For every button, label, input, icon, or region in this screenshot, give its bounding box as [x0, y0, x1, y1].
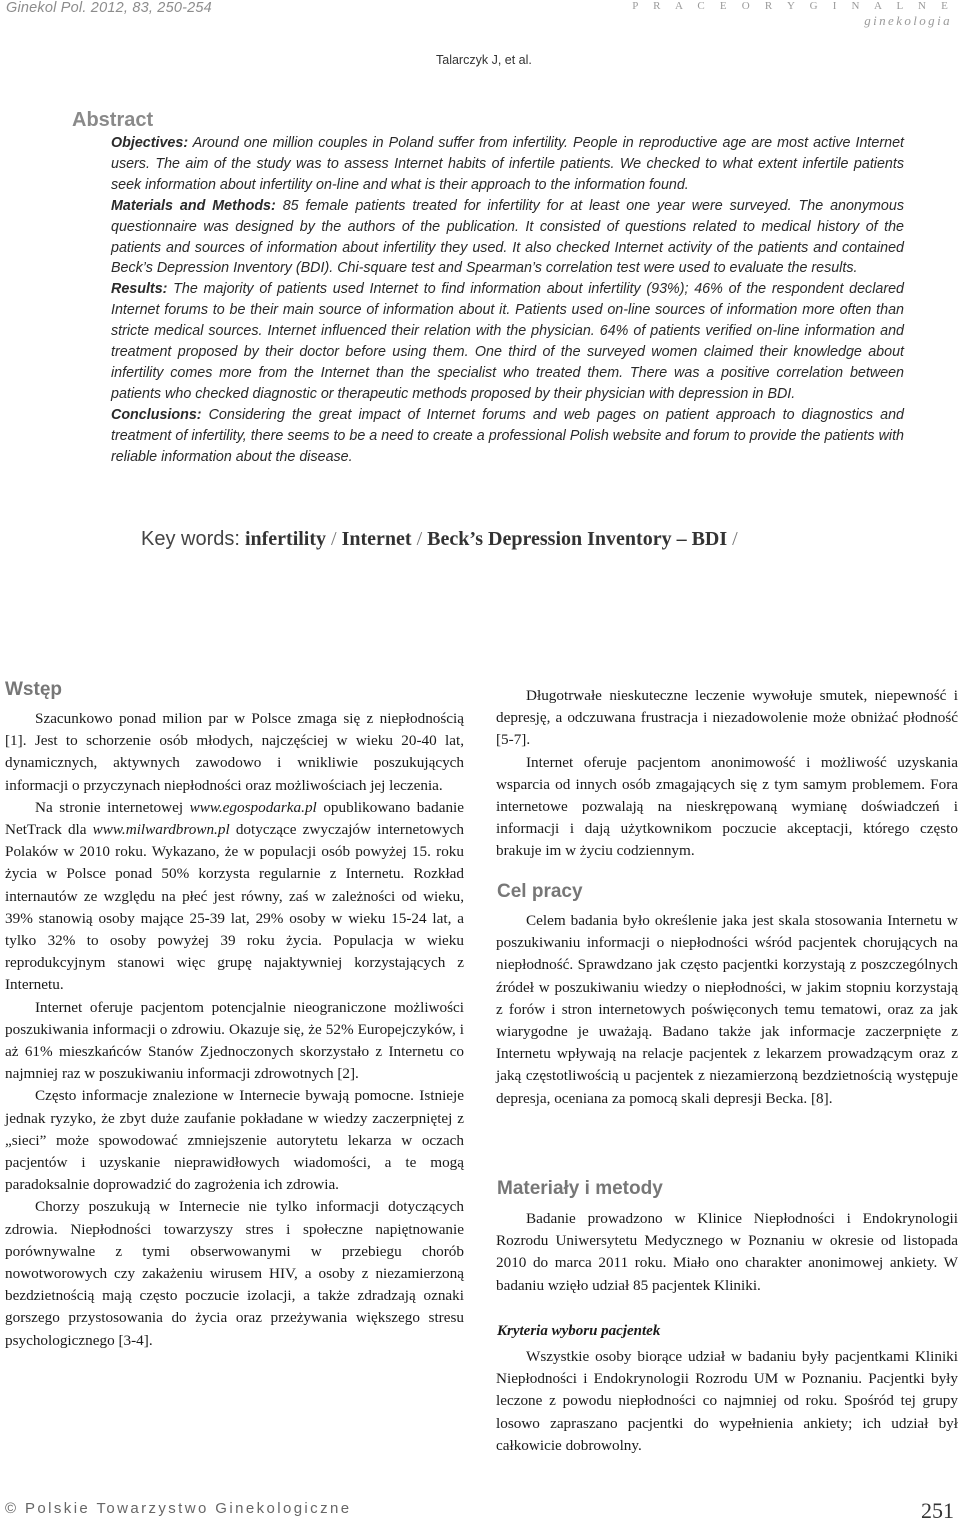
methods-label: Materials and Methods: [111, 197, 276, 214]
paragraph: Długotrwałe nieskuteczne leczenie wywołuje smutek, niepewność i depresję, a odczuwana frustracja i niezadowolenie może obniżać płodność [5-7]. [496, 687, 958, 749]
journal-reference: Ginekol Pol. 2012, 83, 250-254 [6, 0, 212, 16]
objectives-label: Objectives: [111, 135, 189, 151]
paragraph [5, 797, 464, 997]
section-heading-materialy: Materiały i metody [497, 1178, 663, 1199]
link-milwardbrown[interactable]: www.milwardbrown.pl [92, 821, 230, 839]
keyword-separator: / [416, 528, 423, 550]
right-column-kryteria [496, 1346, 958, 1457]
paragraph: Szacunkowo ponad milion par w Polsce zmaga się z niepłodnością [1]. Jest to schorzenie osób młodych, najczęściej w wieku 20-40 lat, dynamicznych, aktywnych zawodowo i wnikliwie poszukujących informacji o przyczynach niepłodności oraz możliwościach jej leczenia. [5, 710, 464, 794]
link-egospodarka[interactable]: www.egospodarka.pl [189, 798, 317, 816]
right-column-cel [496, 910, 958, 1110]
journal-name: ginekologia [864, 13, 952, 28]
paragraph-text: dotyczące zwyczajów internetowych Polaków w 2010 roku. Wykazano, że w populacji osób powyżej 15. roku życia w Polsce ponad 50% korzysta regularnie z Internetu. Rozkład internautów ze względu na płeć jest równy, zaś w zależności od wieku, 39% stanowią osoby mające 25-39 lat, 29% osoby w wieku 15-24 lat, a tylko 32% to osoby powyżej 39 roku życia. Populacja w wieku reprodukcyjnym stanowi więc grupę najaktywniej korzystających z Internetu. [5, 821, 465, 994]
conclusions-text: Considering the great impact of Internet forums and web pages on patient approach to diagnostics and treatment of infertility, there seems to be a need to create a professional Polish website and forum to provide the patients with reliable information about the disease. [111, 406, 904, 465]
results-text: The majority of patients used Internet to find information about infertility (93%); 46% of the respondent declared Internet forums to be their main source of information about it. Patients used on-line sources of information more often than stricte medical sources. Internet influenced their relation with the physician. 64% of patients verified on-line information and treatment proposed by their doctor before using them. One third of the surveyed women claimed their knowledge about infertility comes more from the Internet than the specialist who treated them. There was a positive correlation between patients who checked diagnostic or therapeutic methods proposed by their physician with depression in BDI. [111, 281, 904, 402]
keyword-separator: / [331, 528, 337, 550]
paragraph-text: Na stronie internetowej [35, 798, 190, 816]
paragraph: Często informacje znalezione w Internecie bywają pomocne. Istnieje jednak ryzyko, że zbyt duże zaufanie pokładane w wiedzy zaczerpniętej z „sieci” może spowodować zmniejszenie autorytetu lekarza w oczach pacjentów i uzyskanie nieprawidłowych wiadomości, a te mogą paradoksalnie doprowadzić do zagrożenia ich zdrowia. [5, 1087, 464, 1194]
paragraph: Internet oferuje pacjentom potencjalnie nieograniczone możliwości poszukiwania informacji o zdrowiu. Okazuje się, że 52% Europejczyków, i aż 61% mieszkańców Stanów Zjednoczonych skorzystało z Internetu co najmniej raz w poszukiwaniu informacji zdrowotnych [2]. [5, 998, 464, 1083]
abstract-body [111, 133, 904, 468]
methods-text: 85 female patients treated for infertility for at least one year were surveyed. The anonymous questionnaire was designed by the authors of the publication. It consisted of questions related to medical history of the patients and sources of information about infertility they used. It also checked Internet activity of the patients and contained Beck’s Depression Inventory (BDI). Chi-square test and Spearman’s correlation test were used to evaluate the results. [111, 197, 904, 277]
paragraph: Celem badania było określenie jaka jest skala stosowania Internetu w poszukiwaniu informacji o niepłodności wśród pacjentek chorujących na niepłodność. Sprawdzano jak często pacjentki korzystają z poszczególnych źródeł w poszukiwaniu wiedzy o niepłodności, w jakim stopniu korzystają z forów i stron internetowych poświęconych temu tematowi, oraz za jak wiarygodne je uważają. Badano także jak informacje zaczerpnięte z Internetu wpływają na relacje pacjentek z lekarzem prowadzącym oraz z jaką częstotliwością u pacjentek z niezamierzoną bezdzietnością występuje depresja, oceniana za pomocą skali depresji Becka. [8]. [496, 912, 958, 1107]
abstract-objectives [111, 133, 904, 196]
abstract-heading: Abstract [72, 109, 154, 131]
abstract-conclusions [111, 405, 904, 468]
keyword-item: Beck’s Depression Inventory – BDI [427, 528, 728, 550]
page-number: 251 [921, 1498, 954, 1523]
section-label: P R A C E O R Y G I N A L N E [632, 0, 954, 12]
paragraph: Internet oferuje pacjentom anonimowość i możliwość uzyskania wsparcia od innych osób zmagających się z tym samym problemem. Fora internetowe pozwalają na nieskrępowaną wymianę doświadczeń i informacji i dają użytkownikom poczucie akceptacji, którego często brakuje im w życiu codziennym. [496, 753, 958, 860]
keywords-line [141, 528, 738, 551]
section-heading-cel: Cel pracy [497, 881, 583, 902]
right-column-materialy [496, 1208, 958, 1297]
right-column-top [496, 685, 958, 863]
keyword-item: Internet [341, 528, 412, 550]
paragraph-text: opublikowano badanie NetTrack dla [5, 798, 464, 839]
abstract-results [111, 279, 904, 404]
conclusions-label: Conclusions: [111, 406, 202, 423]
section-heading-wstep: Wstęp [5, 679, 62, 700]
paragraph: Chorzy poszukują w Internecie nie tylko informacji dotyczących zdrowia. Niepłodności towarzyszy stres i społeczne napiętnowanie porównywalne z tymi obserwowanymi w przebiegu chorób nowotworowych czy zakażeniu wirusem HIV, a osoby z niezamierzoną bezdzietnością mają często poczucie izolacji, a także zdradzają oznaki gorszego przystosowania do życia oraz przeżywania większego stresu psychologicznego [3-4]. [5, 1198, 464, 1349]
keyword-item: infertility [244, 528, 327, 550]
objectives-text: Around one million couples in Poland suffer from infertility. People in reproductive age are most active Internet users. The aim of the study was to assess Internet habits of infertile patients. We checked to what extent infertile patients seek information about infertility on-line and what is their approach to the information found. [111, 135, 904, 193]
paragraph: Badanie prowadzono w Klinice Niepłodności i Endokrynologii Rozrodu Uniwersytetu Medycznego w Poznaniu w okresie od listopada 2010 do marca 2011 roku. Miało ono charakter anonimowej ankiety. W badaniu wzięło udział 85 pacjentek Kliniki. [496, 1210, 958, 1294]
keywords-label: Key words: [141, 528, 240, 550]
paragraph: Wszystkie osoby biorące udział w badaniu były pacjentkami Kliniki Niepłodności i Endokrynologii Rozrodu UM w Poznaniu. Pacjentki były leczone z powodu niepłodności co najmniej od roku. Spośród tej grupy losowo zapraszano pacjentki do wypełnienia ankiety; ich udział był całkowicie dobrowolny. [496, 1348, 958, 1454]
footer-organization: © Polskie Towarzystwo Ginekologiczne [5, 1500, 352, 1517]
left-column [5, 708, 464, 1352]
abstract-methods [111, 196, 904, 280]
subsection-heading-kryteria: Kryteria wyboru pacjentek [497, 1323, 661, 1339]
keyword-separator: / [732, 528, 738, 550]
authors-line: Talarczyk J, et al. [436, 53, 532, 67]
results-label: Results: [111, 281, 168, 298]
